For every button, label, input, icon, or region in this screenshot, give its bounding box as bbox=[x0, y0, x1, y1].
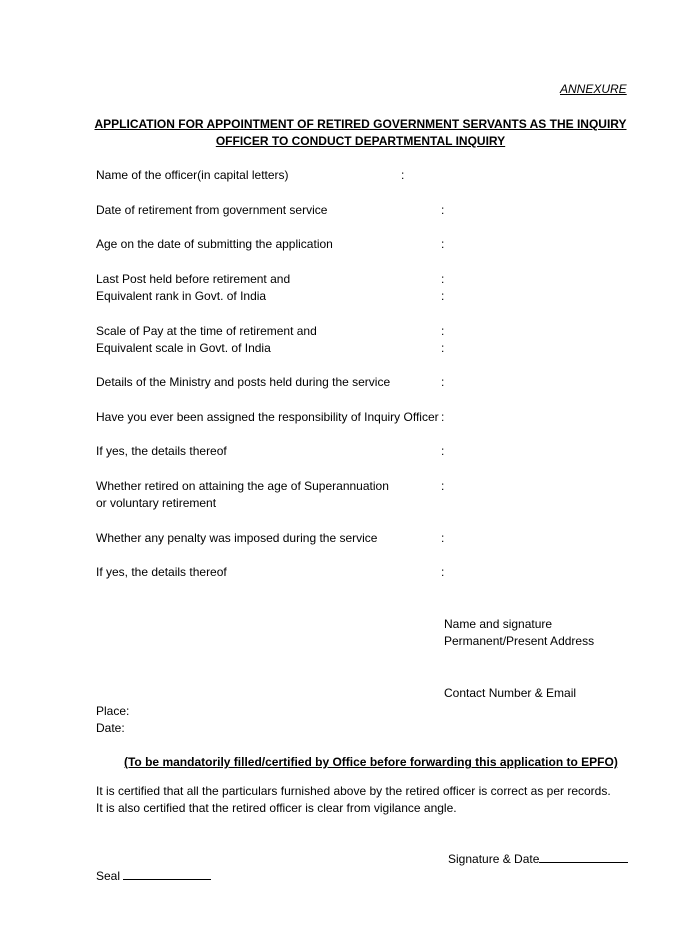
signature-date-label: Signature & Date bbox=[448, 852, 540, 866]
contact-label: Contact Number & Email bbox=[444, 686, 577, 700]
field-label-last-post: Last Post held before retirement and bbox=[96, 272, 291, 286]
certification-line-2: It is also certified that the retired officer is clear from vigilance angle. bbox=[96, 801, 457, 815]
field-colon: : bbox=[441, 444, 445, 458]
annexure-label: ANNEXURE bbox=[560, 82, 627, 96]
field-colon: : bbox=[441, 531, 445, 545]
form-title-line-1: APPLICATION FOR APPOINTMENT OF RETIRED GOVERNMENT SERVANTS AS THE INQUIRY bbox=[94, 117, 627, 131]
field-label-name: Name of the officer(in capital letters) bbox=[96, 168, 289, 182]
field-colon: : bbox=[441, 410, 445, 424]
signature-date-field bbox=[448, 850, 628, 868]
field-colon: : bbox=[441, 341, 445, 355]
field-colon: : bbox=[441, 289, 445, 303]
signature-date-blank-line bbox=[539, 850, 628, 863]
field-label-ministry: Details of the Ministry and posts held during the service bbox=[96, 375, 391, 389]
place-label: Place: bbox=[96, 704, 130, 718]
field-label-retirement-date: Date of retirement from government service bbox=[96, 203, 328, 217]
office-certification-heading: (To be mandatorily filled/certified by Office before forwarding this application to EPFO) bbox=[124, 755, 618, 769]
field-colon: : bbox=[441, 565, 445, 579]
field-label-age: Age on the date of submitting the application bbox=[96, 237, 333, 251]
field-colon: : bbox=[441, 203, 445, 217]
field-label-equivalent-rank: Equivalent rank in Govt. of India bbox=[96, 289, 267, 303]
seal-label: Seal bbox=[96, 869, 121, 883]
seal-blank-line bbox=[123, 867, 211, 880]
form-title-line-2: OFFICER TO CONDUCT DEPARTMENTAL INQUIRY bbox=[215, 134, 506, 148]
field-label-inquiry-officer: Have you ever been assigned the responsibility of Inquiry Officer bbox=[96, 410, 439, 424]
field-label-superannuation: Whether retired on attaining the age of Superannuation bbox=[96, 479, 389, 493]
field-colon: : bbox=[441, 375, 445, 389]
certification-line-1: It is certified that all the particulars furnished above by the retired officer is correct as per records. bbox=[96, 784, 611, 798]
field-colon: : bbox=[441, 479, 445, 493]
address-label: Permanent/Present Address bbox=[444, 634, 595, 648]
field-label-equivalent-scale: Equivalent scale in Govt. of India bbox=[96, 341, 271, 355]
field-label-inquiry-details: If yes, the details thereof bbox=[96, 444, 227, 458]
date-label: Date: bbox=[96, 721, 125, 735]
name-and-signature-label: Name and signature bbox=[444, 617, 553, 631]
seal-field bbox=[96, 867, 211, 885]
field-colon: : bbox=[441, 237, 445, 251]
field-label-voluntary-retirement: or voluntary retirement bbox=[96, 496, 217, 510]
field-colon: : bbox=[441, 324, 445, 338]
field-colon: : bbox=[441, 272, 445, 286]
field-label-penalty: Whether any penalty was imposed during the service bbox=[96, 531, 378, 545]
field-label-penalty-details: If yes, the details thereof bbox=[96, 565, 227, 579]
field-colon: : bbox=[401, 168, 405, 182]
field-label-scale-of-pay: Scale of Pay at the time of retirement and bbox=[96, 324, 317, 338]
